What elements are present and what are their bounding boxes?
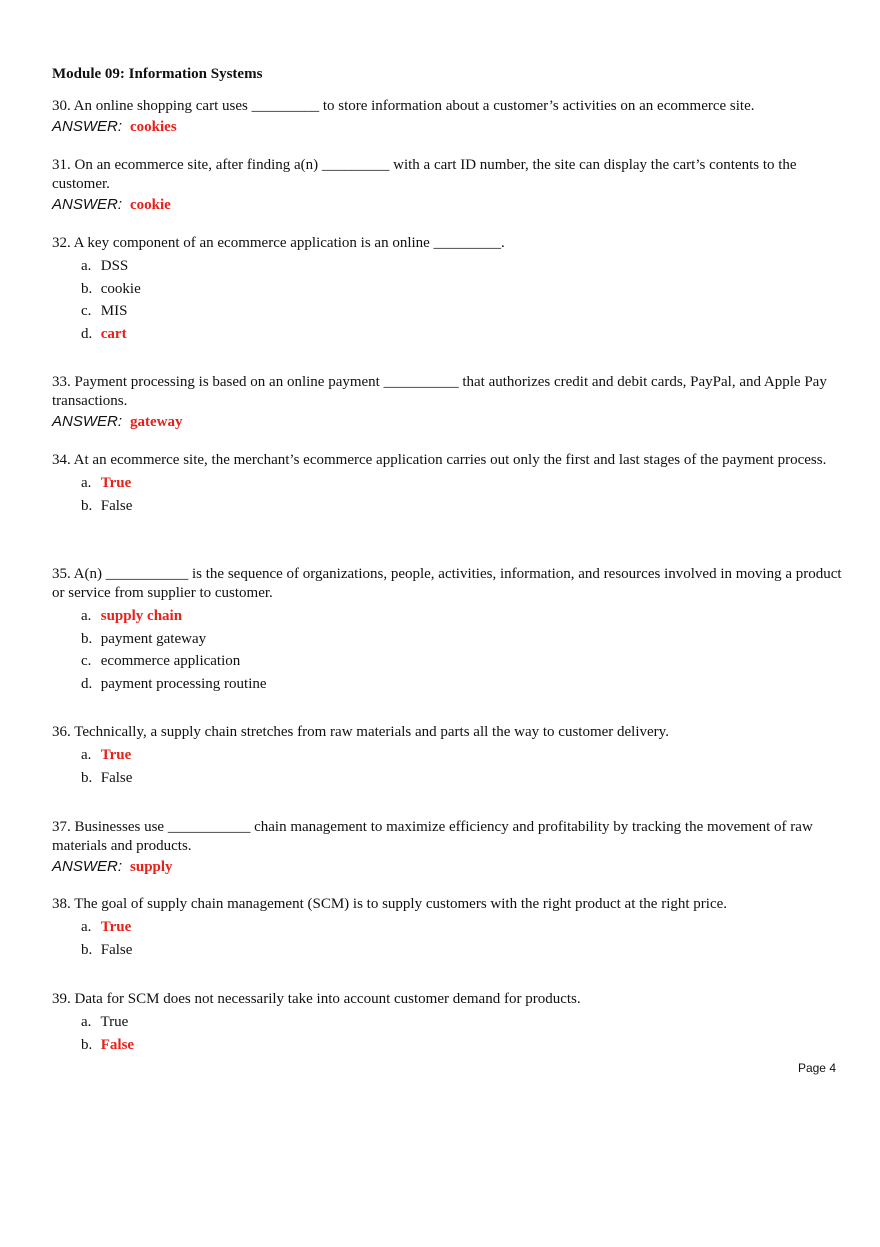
option-a: a. True xyxy=(81,747,132,763)
question-39 xyxy=(52,990,842,1056)
option-b: b. False xyxy=(81,769,133,786)
page-number: Page 4 xyxy=(797,1061,836,1075)
question-34 xyxy=(52,451,842,517)
correct-option: True xyxy=(100,475,132,491)
answer-label: ANSWER: xyxy=(52,196,123,213)
answer-value: supply xyxy=(130,859,173,875)
option-a: a. True xyxy=(81,1014,129,1030)
option-b: b. False xyxy=(81,941,133,958)
option-list xyxy=(81,744,842,789)
question-text: 33. Payment processing is based on an online payment __________ that authorizes credit and debit cards, PayPal, and Apple Pay transactions. xyxy=(52,374,827,409)
correct-option: True xyxy=(100,919,132,935)
correct-option: cart xyxy=(100,325,127,342)
answer-label: ANSWER: xyxy=(52,413,123,430)
option-list xyxy=(81,472,842,517)
question-33 xyxy=(52,373,842,432)
answer-label: ANSWER: xyxy=(52,858,123,875)
answer-value: cookies xyxy=(130,119,177,135)
answer-line xyxy=(52,857,842,877)
option-d: d. payment processing routine xyxy=(81,675,267,692)
question-text: 39. Data for SCM does not necessarily take into account customer demand for products. xyxy=(52,991,581,1007)
correct-option: True xyxy=(100,747,132,763)
question-text: 36. Technically, a supply chain stretches from raw materials and parts all the way to customer delivery. xyxy=(52,724,669,740)
question-30 xyxy=(52,97,842,137)
answer-line xyxy=(52,412,842,432)
option-list xyxy=(81,255,842,345)
option-c: c. ecommerce application xyxy=(81,653,241,669)
question-35 xyxy=(52,565,842,695)
question-text: 37. Businesses use ___________ chain management to maximize efficiency and profitability by tracking the movement of raw materials and products. xyxy=(52,819,813,854)
answer-line xyxy=(52,117,842,137)
question-37 xyxy=(52,818,842,877)
question-text: 30. An online shopping cart uses _________ to store information about a customer’s activities on an ecommerce site. xyxy=(52,98,755,114)
answer-value: cookie xyxy=(130,197,171,213)
option-b: b. False xyxy=(81,497,133,514)
option-a: a. supply chain xyxy=(81,608,183,624)
question-32 xyxy=(52,234,842,345)
option-list xyxy=(81,605,842,695)
question-text: 31. On an ecommerce site, after finding a(n) _________ with a cart ID number, the site can display the cart’s contents to the customer. xyxy=(52,157,797,192)
question-31 xyxy=(52,156,842,215)
answer-value: gateway xyxy=(130,414,183,430)
question-38 xyxy=(52,895,842,961)
answer-label: ANSWER: xyxy=(52,118,123,135)
option-a: a. True xyxy=(81,919,132,935)
option-list xyxy=(81,1011,842,1056)
correct-option: False xyxy=(100,1036,135,1053)
module-title: Module 09: Information Systems xyxy=(52,66,263,82)
option-list xyxy=(81,916,842,961)
option-d: d. cart xyxy=(81,325,127,342)
option-b: b. cookie xyxy=(81,280,141,297)
option-a: a. True xyxy=(81,475,132,491)
option-b: b. False xyxy=(81,1036,135,1053)
question-36 xyxy=(52,723,842,789)
option-c: c. MIS xyxy=(81,303,128,319)
option-b: b. payment gateway xyxy=(81,630,207,647)
question-text: 35. A(n) ___________ is the sequence of organizations, people, activities, information, and resources involved in moving a product or service from supplier to customer. xyxy=(52,566,842,601)
question-text: 38. The goal of supply chain management (SCM) is to supply customers with the right product at the right price. xyxy=(52,896,728,912)
correct-option: supply chain xyxy=(100,608,183,624)
question-text: 32. A key component of an ecommerce application is an online _________. xyxy=(52,235,505,251)
question-text: 34. At an ecommerce site, the merchant’s ecommerce application carries out only the first and last stages of the payment process. xyxy=(52,452,827,468)
answer-line xyxy=(52,195,842,215)
option-a: a. DSS xyxy=(81,258,129,274)
